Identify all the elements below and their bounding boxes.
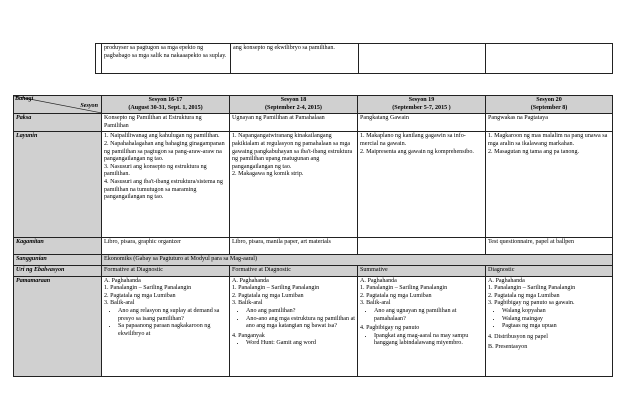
header-sesyon-16-17 (102, 96, 230, 114)
procedure-line: 4. Distribusyon ng papel (488, 333, 548, 340)
bullet-item: • Walang kopyahan (502, 308, 610, 316)
row-label-layunin: Layunin (14, 132, 102, 238)
header-date: (September 5-7, 2015 ) (392, 104, 451, 111)
objective-item: 1. Magkaroon ng mas malalim na pang unawa sa mga aralin sa ikalawang markahan. (488, 133, 608, 147)
layunin-row (14, 132, 613, 238)
top-cell-2: ang konsepto ng ekwilibryo sa pamilihan. (231, 44, 359, 74)
objective-item: 1. Makaplano ng kanilang gagawin sa info-mercial na gawain. (360, 133, 466, 147)
bullet-item: • Pagtaas ng mga upuan (502, 323, 610, 331)
objective-item: 2. Napahahalagahan ang bahaging ginagampanan ng pamilihan sa pagtugon sa pang-araw-araw na pangangailangan ng tao. (104, 140, 225, 163)
header-title: Sesyon 20 (536, 97, 562, 103)
procedure-line: 2. Pagtatala ng mga Lumiban (104, 292, 176, 299)
paksa-row (14, 114, 613, 132)
procedure-line: A. Paghahanda (488, 277, 525, 284)
kagamitan-cell (358, 238, 486, 255)
procedure-line: 1. Panalangin – Sariling Panalangin (488, 285, 576, 292)
row-label-pamamaraan: Pamamaraan (14, 276, 102, 376)
header-date: (August 30-31, Sept. 1, 2015) (128, 104, 203, 111)
procedure-line: A. Paghahanda (232, 277, 269, 284)
header-sesyon-19 (358, 96, 486, 114)
paksa-cell: Pangwakas na Pagtataya (486, 114, 613, 132)
header-date: (September 8) (530, 104, 568, 111)
sanggunian-cell: Ekonomiks (Gabay sa Pagtuturo at Modyul para sa Mag-aaral) (102, 255, 613, 266)
kagamitan-cell: Libro, pisara, manila paper, art materials (230, 238, 358, 255)
header-sesyon-20 (486, 96, 613, 114)
procedure-line: 1. Panalangin – Sariling Panalangin (360, 285, 448, 292)
layunin-cell-2 (230, 132, 358, 238)
row-label-kagamitan: Kagamitan (14, 238, 102, 255)
pamamaraan-cell-4 (486, 276, 613, 376)
procedure-line: 1. Panalangin – Sariling Panalangin (104, 285, 192, 292)
procedure-line: 2. Pagtatala ng mga Lumiban (232, 292, 304, 299)
bullet-item: • Ipangkat ang mag-aaral na may sampu hanggang labindalawang miyembro. (374, 333, 483, 348)
corner-label-sesyon: Sesyon (80, 103, 98, 110)
layunin-cell-1 (102, 132, 230, 238)
sanggunian-row (14, 255, 613, 266)
top-cell-3 (359, 44, 486, 74)
procedure-line: 3. Balik-aral (232, 300, 263, 307)
procedure-line: A. Paghahanda (360, 277, 397, 284)
objective-item: 1. Naipaliliwanag ang kahulugan ng pamilihan. (104, 133, 220, 140)
bullet-list (360, 333, 483, 348)
header-date: (September 2-4, 2015) (265, 104, 322, 111)
procedure-line: 3. Balik-aral (104, 300, 135, 307)
header-title: Sesyon 16-17 (148, 97, 183, 103)
row-label-paksa: Paksa (14, 114, 102, 132)
row-label-sanggunian: Sanggunian (14, 255, 102, 266)
bullet-list (488, 308, 610, 331)
procedure-line: 3. Balik-aral (360, 300, 391, 307)
procedure-line: A. Paghahanda (104, 277, 141, 284)
corner-label-bahagi: Bahagi (15, 96, 34, 102)
procedure-line: 4. Pagbibigay ng panuto (360, 325, 420, 332)
bullet-item: • Ano ang ugnayan ng pamilihan at pamahalaan? (374, 308, 483, 323)
uri-cell: Formative at Diagnostic (230, 265, 358, 276)
bullet-list (104, 308, 227, 338)
top-cell-1: produyser sa pagtugon sa mga epekto ng pagbabago sa mga salik na nakaaapekto sa suplay. (102, 44, 231, 74)
procedure-line: 4. Panganyak (232, 332, 265, 339)
header-title: Sesyon 18 (280, 97, 307, 103)
kagamitan-cell: Libro, pisara, graphic organizer (102, 238, 230, 255)
procedure-line: 1. Panalangin – Sariling Panalangin (232, 285, 320, 292)
objective-item: 3. Nasusuri ang konsepto ng estruktura ng pamilihan. (104, 163, 207, 178)
corner-cell (14, 96, 102, 114)
objective-item: 2. Makagawa ng komik strip. (232, 171, 304, 178)
pamamaraan-cell-1 (102, 276, 230, 376)
pamamaraan-cell-3 (358, 276, 486, 376)
lesson-plan-table (13, 95, 613, 377)
bullet-item: • Sa papaanong paraan nagkakaroon ng ekwilibryo at (118, 323, 227, 338)
pamamaraan-cell-2 (230, 276, 358, 376)
objective-item: 4. Nasusuri ang iba't-ibang estruktura/sistema ng pamilihan na tumutugon sa maraming pangangailangan ng tao. (104, 178, 223, 201)
uri-cell: Summative (358, 265, 486, 276)
objective-item: 1. Napangangatwiranang kinakailangang pakikialam at regulasyon ng pamahalaan sa mga gawaing pangkabuhayan sa iba't-ibang estruktura ng pamilihan upang matugunan ang pangangailangan ng tao. (232, 133, 353, 170)
uri-row (14, 265, 613, 276)
bullet-item: • Ano ang relasyon ng suplay at demand sa presyo sa isang pamilihan? (118, 308, 227, 323)
header-row (14, 96, 613, 114)
kagamitan-row (14, 238, 613, 255)
bullet-item: • Ano-ano ang mga estruktura ng pamilihan at ano ang mga katangian ng bawat isa? (246, 316, 355, 331)
bullet-item: • Walang maingay (502, 316, 610, 324)
layunin-cell-4 (486, 132, 613, 238)
pamamaraan-row (14, 276, 613, 376)
uri-cell: Diagnostic (486, 265, 613, 276)
uri-cell: Formative at Diagnostic (102, 265, 230, 276)
top-cell-4 (486, 44, 613, 74)
procedure-line: B. Presentasyon (488, 344, 528, 351)
bullet-item: • Word Hunt: Gamit ang word (246, 340, 355, 348)
continuation-table (95, 43, 613, 74)
header-sesyon-18 (230, 96, 358, 114)
bullet-list (232, 308, 355, 331)
procedure-line: 2. Pagtatala ng mga Lumiban (488, 292, 560, 299)
paksa-cell: Pangkatang Gawain (358, 114, 486, 132)
kagamitan-cell: Test questionnaire, papel at ballpen (486, 238, 613, 255)
objective-item: 2. Maipresenta ang gawain ng komprehensibo. (360, 148, 474, 155)
layunin-cell-3 (358, 132, 486, 238)
paksa-cell: Konsepto ng Pamilihan at Estruktura ng Pamilihan (102, 114, 230, 132)
procedure-line: 2. Pagtatala ng mga Lumiban (360, 292, 432, 299)
bullet-list (360, 308, 483, 323)
header-title: Sesyon 19 (408, 97, 435, 103)
procedure-line: 3. Pagbibigay ng panuto sa gawain. (488, 300, 575, 307)
row-label-uri-ng-ebalwasyon: Uri ng Ebalwasyon (14, 265, 102, 276)
objective-item: 2. Masagutan ng tama ang pa tanong. (488, 148, 580, 155)
bullet-item: • Ano ang pamilihan? (246, 308, 355, 316)
bullet-list (232, 340, 355, 348)
paksa-cell: Ugnayan ng Pamilihan at Pamahalaan (230, 114, 358, 132)
